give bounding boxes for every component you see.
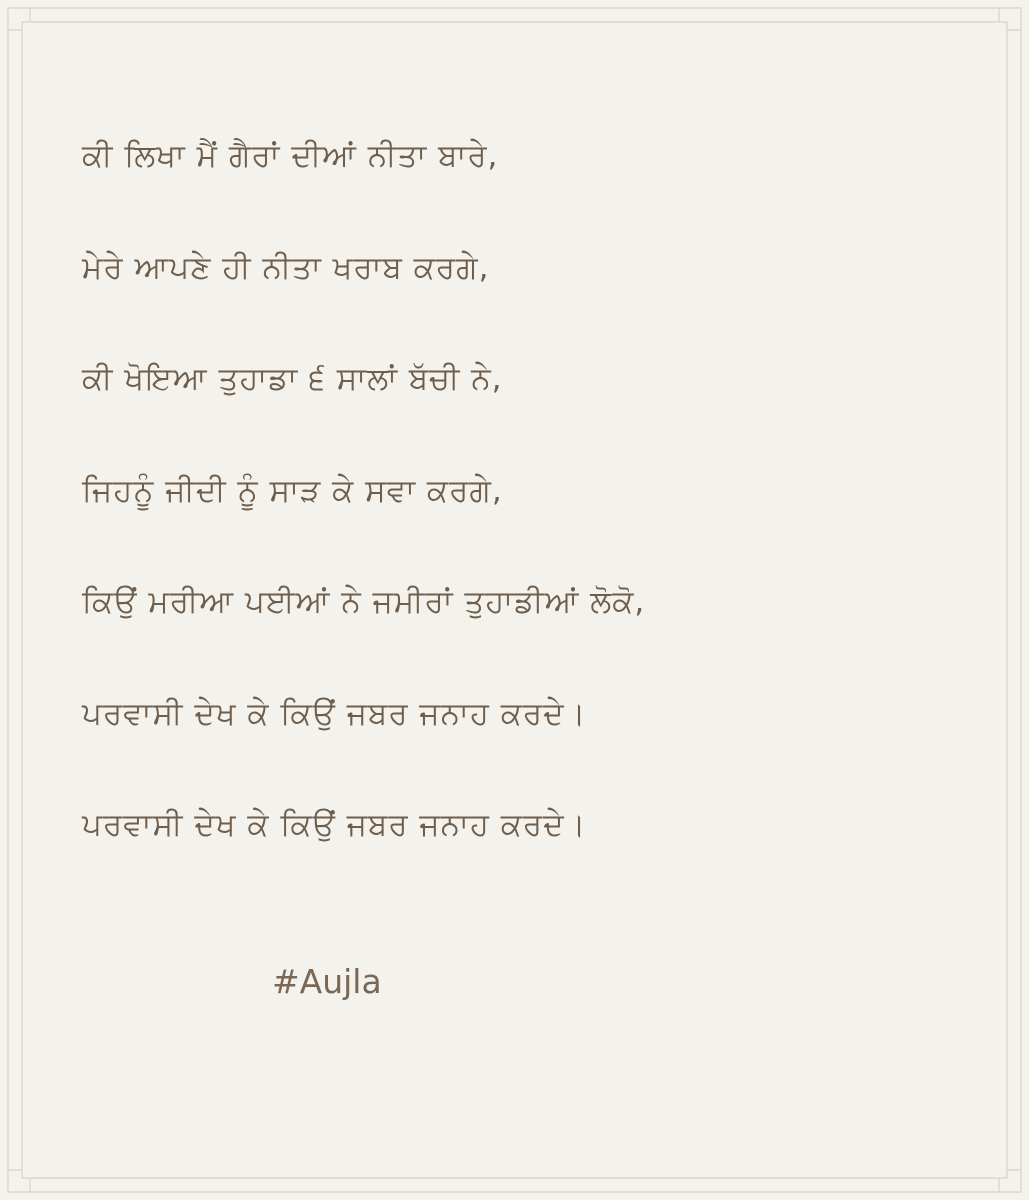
- poem-text: [82, 128, 962, 909]
- poem-line: ਮੇਰੇ ਆਪਣੇ ਹੀ ਨੀਤਾ ਖਰਾਬ ਕਰਗੇ,: [82, 249, 490, 286]
- author-hashtag: #Aujla: [272, 962, 382, 1001]
- poem-line: ਕੀ ਖੋਇਆ ਤੁਹਾਡਾ ੬ ਸਾਲਾਂ ਬੱਚੀ ਨੇ,: [82, 361, 503, 397]
- poem-line: ਕੀ ਲਿਖਾ ਮੈਂ ਗੈਰਾਂ ਦੀਆਂ ਨੀਤਾ ਬਾਰੇ,: [82, 138, 499, 174]
- poem-line: ਕਿਉਂ ਮਰੀਆ ਪਈਆਂ ਨੇ ਜਮੀਰਾਂ ਤੁਹਾਡੀਆਂ ਲੋਕੋ,: [82, 584, 646, 620]
- poem-line: ਪਰਵਾਸੀ ਦੇਖ ਕੇ ਕਿਉਂ ਜਬਰ ਜਨਾਹ ਕਰਦੇ।: [82, 695, 587, 732]
- poem-line: ਪਰਵਾਸੀ ਦੇਖ ਕੇ ਕਿਉਂ ਜਬਰ ਜਨਾਹ ਕਰਦੇ।: [82, 807, 587, 843]
- poem-line: ਜਿਹਨੂੰ ਜੀਦੀ ਨੂੰ ਸਾੜ ਕੇ ਸਵਾ ਕਰਗੇ,: [82, 472, 503, 509]
